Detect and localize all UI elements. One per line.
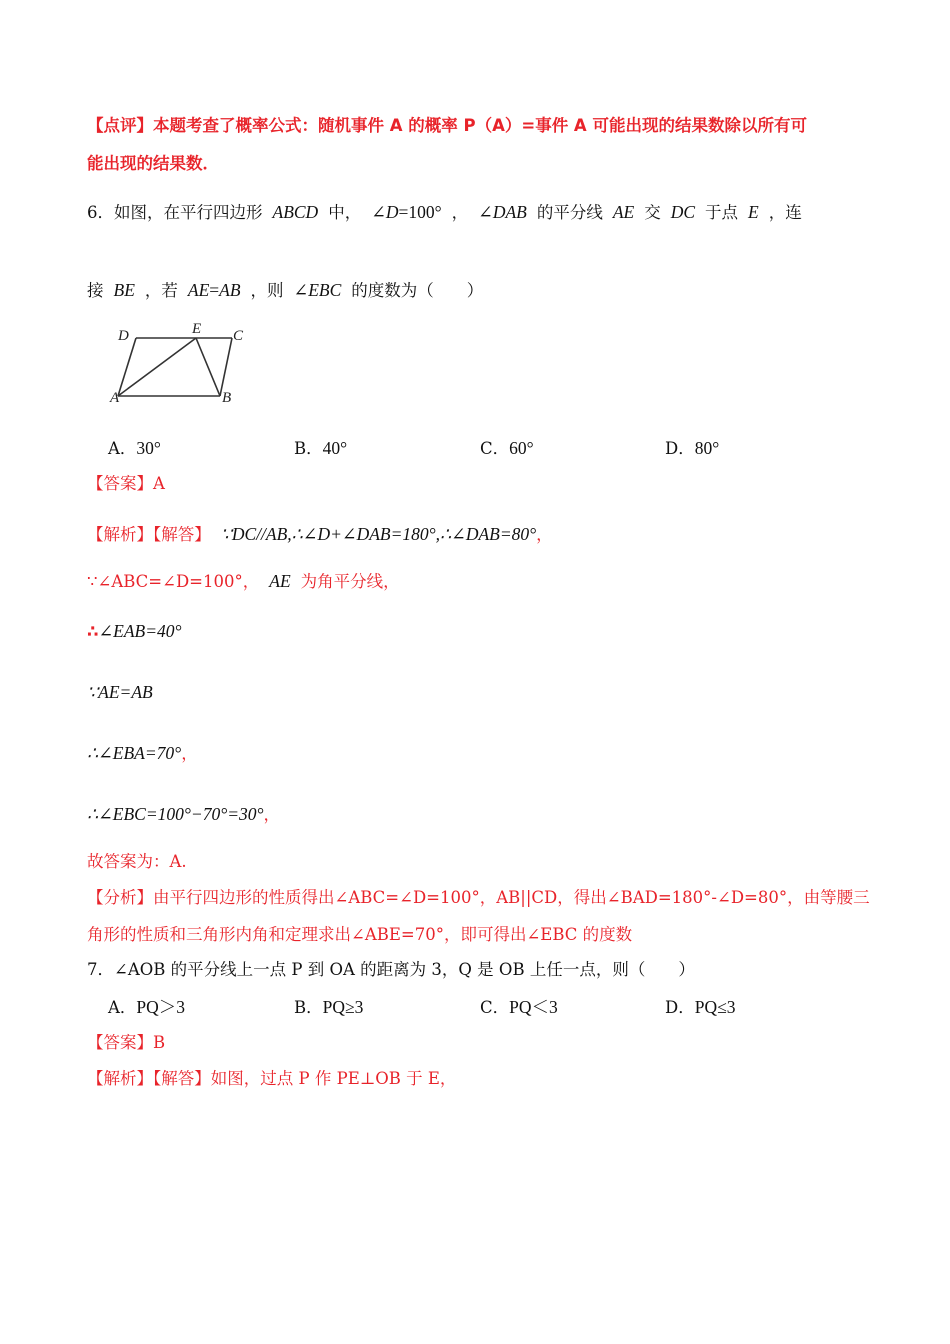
option-letter: C． — [480, 439, 510, 458]
comment-text-1: 本题考查了概率公式：随机事件 A 的概率 P（A）=事件 A 可能出现的结果数除以所有可 — [153, 116, 807, 135]
angle-symbol: ∠ — [371, 202, 386, 222]
analysis-tag: 【解析】【解答】 — [87, 525, 211, 544]
q6-math: AB — [219, 280, 241, 300]
q7-option-d — [665, 996, 735, 1019]
q6-option-d — [665, 437, 719, 460]
option-letter: A． — [108, 998, 137, 1017]
q6-math: =100° — [398, 202, 442, 222]
fenxi-tag: 【分析】 — [87, 888, 153, 907]
option-letter: D． — [665, 439, 695, 458]
q6-text: ， — [451, 203, 469, 222]
option-value: 30° — [136, 438, 161, 458]
comment-line-1 — [87, 115, 807, 137]
q6-step-3 — [87, 620, 182, 643]
edge-DA — [118, 338, 136, 396]
q6-number: 6． — [87, 203, 114, 222]
option-letter: B． — [294, 998, 323, 1017]
analysis-text: 如图，过点 P 作 PE⊥OB 于 E， — [210, 1069, 457, 1088]
q7-analysis — [87, 1068, 456, 1090]
segment-AE — [118, 338, 196, 396]
step-punct: ， — [181, 744, 198, 763]
q6-math: ABCD — [272, 202, 319, 222]
q6-stem-line-1 — [87, 201, 802, 224]
q6-math: BE — [113, 280, 135, 300]
option-value: 60° — [509, 438, 534, 458]
q6-option-b — [294, 437, 347, 460]
edge-CB — [220, 338, 232, 396]
q6-answer: 【答案】A — [87, 474, 165, 493]
label-B: B — [222, 390, 232, 406]
q6-step-4 — [87, 681, 153, 704]
q6-math: E — [748, 202, 759, 222]
q6-math: AE — [187, 280, 210, 300]
q6-math: EBC — [308, 280, 342, 300]
analysis-punct: ， — [536, 525, 553, 544]
step-punct: ， — [263, 805, 281, 824]
comment-tag: 【点评】 — [87, 116, 153, 135]
angle-symbol: ∠ — [293, 280, 309, 300]
q7-option-b — [294, 996, 363, 1019]
q6-text: 接 — [87, 281, 104, 300]
option-value: PQ≥3 — [322, 997, 364, 1017]
q7-stem: 7．∠AOB 的平分线上一点 P 到 OA 的距离为 3，Q 是 OB 上任一点，则（ ） — [87, 960, 695, 979]
label-D: D — [118, 328, 129, 344]
fenxi-text: 由平行四边形的性质得出∠ABC=∠D=100°，AB||CD，得出∠BAD=180°-∠D=80°，由等腰三 — [153, 888, 870, 907]
label-A: A — [110, 390, 120, 406]
therefore-symbol: ∴ — [87, 622, 99, 641]
step-text: 为角平分线， — [300, 572, 400, 591]
q6-text: 的度数为（ ） — [351, 281, 484, 300]
q6-option-c — [480, 437, 534, 460]
option-value: PQ＞3 — [136, 997, 186, 1017]
q6-fenxi-line-1 — [87, 887, 870, 909]
q6-text: 于点 — [705, 203, 739, 222]
option-letter: C． — [480, 998, 510, 1017]
step-math: ∴∠EBC=100°−70°=30° — [87, 804, 264, 824]
step-math: ∴∠EBA=70° — [87, 743, 182, 763]
q6-text: 如图，在平行四边形 — [114, 203, 263, 222]
q6-math: = — [209, 280, 220, 300]
angle-symbol: ∠ — [478, 202, 493, 222]
option-value: 80° — [694, 438, 720, 458]
q6-text: 中， — [328, 203, 362, 222]
q6-math: DAB — [492, 202, 527, 222]
parallelogram-figure — [108, 320, 248, 410]
option-value: PQ≤3 — [694, 997, 736, 1017]
step-text: ∵∠ABC=∠D=100°， — [87, 572, 260, 591]
analysis-math: ∵DC//AB,∴∠D+∠DAB=180°,∴∠DAB=80° — [220, 524, 537, 544]
q6-step-6 — [87, 803, 280, 826]
option-letter: B． — [294, 439, 323, 458]
q6-stem-line-2 — [87, 279, 483, 302]
analysis-tag: 【解析】【解答】 — [87, 1069, 211, 1088]
step-math: ∵AE=AB — [87, 682, 153, 702]
option-value: 40° — [322, 438, 348, 458]
q6-option-a — [108, 437, 161, 460]
q6-conclusion: 故答案为：A. — [87, 852, 187, 871]
q6-text: ，连 — [768, 203, 802, 222]
step-math: AE — [269, 571, 291, 591]
q6-text: 的平分线 — [536, 203, 603, 222]
option-letter: D． — [665, 998, 695, 1017]
option-value: PQ＜3 — [509, 997, 558, 1017]
q6-step-2 — [87, 570, 400, 593]
q6-math: D — [385, 202, 399, 222]
comment-line-2 — [87, 153, 219, 175]
q6-math: AE — [612, 202, 635, 222]
step-math: ∠EAB=40° — [98, 621, 182, 641]
q6-step-5 — [87, 742, 198, 765]
q6-analysis — [87, 523, 553, 546]
q6-text: 交 — [644, 203, 661, 222]
segment-EB — [196, 338, 220, 396]
label-C: C — [233, 328, 244, 344]
q7-answer: 【答案】B — [87, 1033, 166, 1052]
q6-text: ，则 — [250, 281, 284, 300]
q6-text: ，若 — [144, 281, 178, 300]
label-E: E — [192, 321, 202, 337]
q7-option-c — [480, 996, 558, 1019]
comment-text-2: 能出现的结果数． — [87, 154, 219, 173]
q6-fenxi-line-2: 角形的性质和三角形内角和定理求出∠ABE=70°，即可得出∠EBC 的度数 — [87, 925, 633, 944]
q6-math: DC — [670, 202, 696, 222]
option-letter: A． — [108, 439, 137, 458]
q7-option-a — [108, 996, 185, 1019]
